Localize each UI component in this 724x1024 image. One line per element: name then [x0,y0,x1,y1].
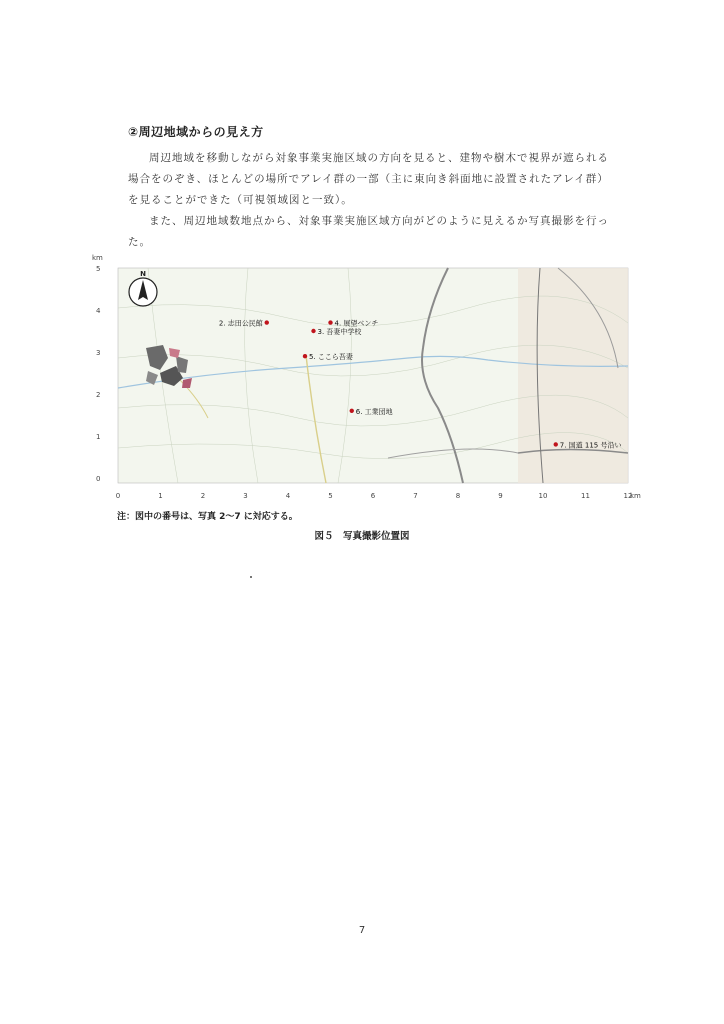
x-tick-label: 9 [498,492,503,500]
photo-point-label: 2. 志田公民館 [218,319,263,328]
y-tick-label: 4 [96,307,101,315]
x-tick-label: 2 [200,492,206,500]
photo-point-marker [311,329,315,333]
photo-point-marker [350,409,354,413]
paragraph-2-line-1: また、周辺地域数地点から、対象事業実施区域方向がどのように見えるか写真撮影を行っ [149,215,609,227]
x-axis [116,492,633,500]
photo-point-label: 6. 工業団地 [355,407,393,416]
page-number: 7 [358,925,366,936]
paragraph-1 [128,148,628,211]
section-heading: ②周辺地域からの見え方 [128,125,264,139]
x-tick-label: 0 [115,492,121,500]
photo-point-marker [303,354,307,358]
x-tick-label: 3 [243,492,248,500]
photo-point-marker [265,320,269,324]
paragraph-1-line-3: を見ることができた（可視領域図と一致）。 [128,194,353,206]
x-tick-label: 7 [413,492,418,500]
x-tick-label: 10 [538,492,548,500]
paragraph-1-line-1: 周辺地域を移動しながら対象事業実施区域の方向を見ると、建物や樹木で視界が遮られる [149,152,609,164]
photo-point-marker [554,442,558,446]
photo-location-map [88,248,648,508]
speck [250,576,252,578]
photo-point-label: 7. 国道 115 号沿い [559,441,622,450]
x-tick-label: 5 [328,492,333,500]
x-axis-unit: km [630,492,641,500]
paragraph-2-line-2: た。 [128,236,151,248]
photo-point-marker [328,320,332,324]
y-tick-label: 3 [96,349,101,357]
x-tick-label: 1 [158,492,163,500]
y-tick-label: 0 [96,475,101,483]
figure-caption: 図５ 写真撮影位置図 [314,531,410,542]
x-tick-label: 8 [455,492,461,500]
figure-note: 注：図中の番号は、写真 2〜7 に対応する。 [117,512,298,522]
y-tick-label: 1 [96,433,101,441]
photo-point-label: 3. 吾妻中学校 [317,328,362,336]
paragraph-2 [128,211,628,253]
photo-point-label: 4. 展望ベンチ [334,319,379,328]
x-tick-label: 12 [623,492,633,500]
x-tick-label: 6 [370,492,376,500]
x-tick-label: 11 [581,492,590,500]
y-axis [96,265,101,483]
compass-label: N [140,270,146,278]
y-axis-unit: km [92,254,103,262]
x-tick-label: 4 [285,492,291,500]
photo-point-label: 5. ここら吾妻 [309,353,353,362]
y-tick-label: 2 [96,391,101,399]
paragraph-1-line-2: 場合をのぞき、ほとんどの場所でアレイ群の一部（主に東向き斜面地に設置されたアレイ群） [128,173,609,185]
y-tick-label: 5 [96,265,101,273]
